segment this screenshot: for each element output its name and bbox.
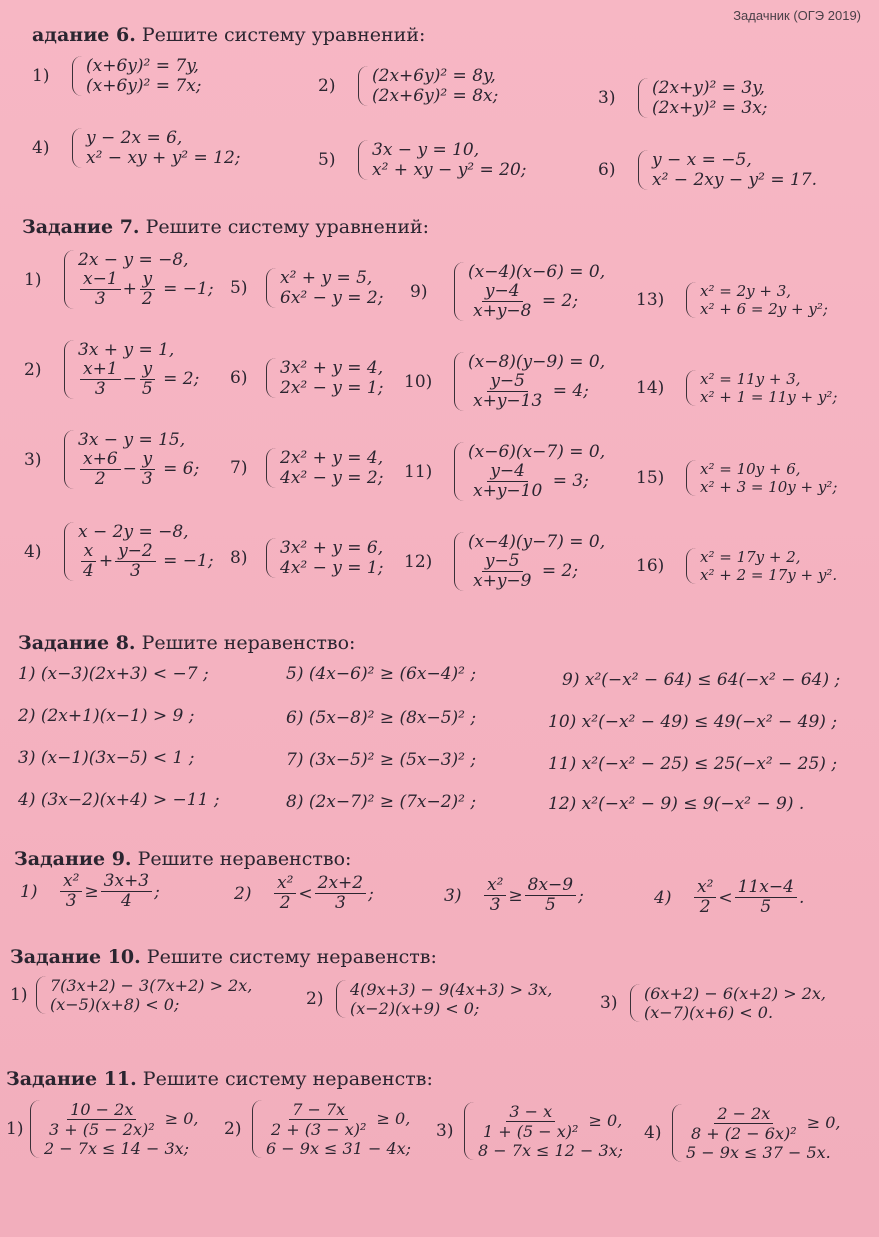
- task-8-item-1: 1) (x−3)(2x+3) < −7 ;: [18, 664, 209, 684]
- task-7-item-16: 16) x² = 17y + 2, x² + 2 = 17y + y².: [636, 548, 838, 584]
- task-8-item-6: 6) (5x−8)² ≥ (8x−5)² ;: [286, 708, 477, 728]
- task-7-item-6: 6) 3x² + y = 4, 2x² − y = 1;: [230, 358, 384, 398]
- task-7-item-9: 9) (x−4)(x−6) = 0, $\frac{y-4}{x+y-8}$ = 2;: [410, 262, 606, 321]
- task-6-item-6: 6) y − x = −5, x² − 2xy − y² = 17.: [598, 150, 818, 190]
- task-8-title: Задание 8. Решите неравенство:: [18, 632, 356, 654]
- task-10-title: Задание 10. Решите систему неравенств:: [10, 946, 437, 968]
- task-8-item-9: 9) x²(−x² − 64) ≤ 64(−x² − 64) ;: [562, 670, 841, 690]
- task-7-item-15: 15) x² = 10y + 6, x² + 3 = 10y + y²;: [636, 460, 838, 496]
- task-8-item-3: 3) (x−1)(3x−5) < 1 ;: [18, 748, 195, 768]
- task-9-item-3: 3) $\frac{\text{x²}}{3}$ ≥ $\frac{8x-9}{5}$ ;: [444, 875, 584, 915]
- task-6-item-5: 5) 3x − y = 10, x² + xy − y² = 20;: [318, 140, 527, 180]
- task-11-item-2: 2) $\frac{7 - 7x}{\text{2 + (3 − x)²}}$ ≥ 0, 6 − 9x ≤ 31 − 4x;: [224, 1100, 412, 1158]
- task-8-item-4: 4) (3x−2)(x+4) > −11 ;: [18, 790, 220, 810]
- task-10-item-1: 1) 7(3x+2) − 3(7x+2) > 2x, (x−5)(x+8) < 0;: [10, 976, 253, 1014]
- book-header: Задачник (ОГЭ 2019): [733, 8, 861, 23]
- task-8-item-7: 7) (3x−5)² ≥ (5x−3)² ;: [286, 750, 477, 770]
- task-8-item-12: 12) x²(−x² − 9) ≤ 9(−x² − 9) .: [548, 794, 805, 814]
- task-11-item-1: 1) $\frac{10 - 2x}{\text{3 + (5 − 2x)²}}$ ≥ 0, 2 − 7x ≤ 14 − 3x;: [6, 1100, 199, 1158]
- task-7-item-8: 8) 3x² + y = 6, 4x² − y = 1;: [230, 538, 384, 578]
- task-6-item-4: 4) y − 2x = 6, x² − xy + y² = 12;: [32, 128, 241, 168]
- task-8-item-8: 8) (2x−7)² ≥ (7x−2)² ;: [286, 792, 477, 812]
- task-7-item-11: 11) (x−6)(x−7) = 0, $\frac{y-4}{x+y-10}$ = 3;: [404, 442, 606, 501]
- task-6-title: адание 6. Решите систему уравнений:: [32, 24, 426, 46]
- task-9-title: Задание 9. Решите неравенство:: [14, 848, 352, 870]
- task-7-item-14: 14) x² = 11y + 3, x² + 1 = 11y + y²;: [636, 370, 838, 406]
- task-7-item-7: 7) 2x² + y = 4, 4x² − y = 2;: [230, 448, 384, 488]
- task-8-item-11: 11) x²(−x² − 25) ≤ 25(−x² − 25) ;: [548, 754, 838, 774]
- task-7-item-5: 5) x² + y = 5, 6x² − y = 2;: [230, 268, 384, 308]
- task-7-item-2: 2) 3x + y = 1, $\frac{x+1}{3}$ − $\frac{y}{5}$ = 2;: [24, 340, 200, 399]
- task-10-item-2: 2) 4(9x+3) − 9(4x+3) > 3x, (x−2)(x+9) < 0;: [306, 980, 553, 1018]
- task-6-item-3: 3) (2x+y)² = 3y, (2x+y)² = 3x;: [598, 78, 768, 118]
- task-11-item-3: 3) $\frac{3 - x}{\text{1 + (5 − x)²}}$ ≥ 0, 8 − 7x ≤ 12 − 3x;: [436, 1102, 624, 1160]
- task-10-item-3: 3) (6x+2) − 6(x+2) > 2x, (x−7)(x+6) < 0.: [600, 984, 826, 1022]
- task-8-item-2: 2) (2x+1)(x−1) > 9 ;: [18, 706, 195, 726]
- task-9-item-4: 4) $\frac{\text{x²}}{2}$ < $\frac{11x-4}{5}$ .: [654, 877, 805, 917]
- task-6-item-1: 1) (x+6y)² = 7y, (x+6y)² = 7x;: [32, 56, 202, 96]
- task-7-item-3: 3) 3x − y = 15, $\frac{x+6}{2}$ − $\frac{y}{3}$ = 6;: [24, 430, 200, 489]
- task-7-item-12: 12) (x−4)(y−7) = 0, $\frac{y-5}{x+y-9}$ = 2;: [404, 532, 606, 591]
- task-11-title: Задание 11. Решите систему неравенств:: [6, 1068, 433, 1090]
- task-7-item-10: 10) (x−8)(y−9) = 0, $\frac{y-5}{x+y-13}$ = 4;: [404, 352, 606, 411]
- task-9-item-1: 1) $\frac{\text{x²}}{3}$ ≥ $\frac{3x+3}{4}$ ;: [20, 871, 160, 911]
- task-7-item-4: 4) x − 2y = −8, $\frac{x}{4}$ + $\frac{y-2}{3}$ = −1;: [24, 522, 214, 581]
- task-7-item-1: 1) 2x − y = −8, $\frac{x-1}{3}$ + $\frac{y}{2}$ = −1;: [24, 250, 214, 309]
- task-7-title: Задание 7. Решите систему уравнений:: [22, 216, 430, 238]
- task-9-item-2: 2) $\frac{\text{x²}}{2}$ < $\frac{2x+2}{3}$ ;: [234, 873, 374, 913]
- task-7-item-13: 13) x² = 2y + 3, x² + 6 = 2y + y²;: [636, 282, 828, 318]
- task-11-item-4: 4) $\frac{2 - 2x}{\text{8 + (2 − 6x)²}}$ ≥ 0, 5 − 9x ≤ 37 − 5x.: [644, 1104, 841, 1162]
- task-8-item-10: 10) x²(−x² − 49) ≤ 49(−x² − 49) ;: [548, 712, 838, 732]
- task-6-item-2: 2) (2x+6y)² = 8y, (2x+6y)² = 8x;: [318, 66, 499, 106]
- task-8-item-5: 5) (4x−6)² ≥ (6x−4)² ;: [286, 664, 477, 684]
